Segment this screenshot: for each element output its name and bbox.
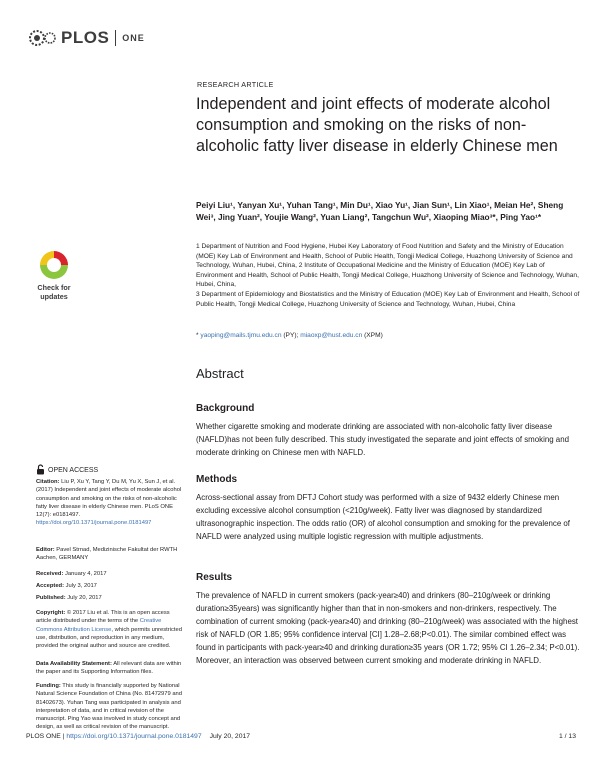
results-heading: Results (196, 572, 233, 583)
accepted-label: Accepted: (36, 583, 65, 589)
published-block (36, 594, 186, 602)
citation-block (36, 478, 186, 528)
email-link-xpm[interactable]: miaoxp@hust.edu.cn (300, 332, 363, 339)
methods-heading: Methods (196, 474, 238, 485)
corr-who1: (PY); (281, 332, 301, 339)
footer-date: July 20, 2017 (209, 733, 251, 740)
published-text: July 20, 2017 (65, 595, 102, 601)
check-for-updates-badge[interactable] (30, 249, 78, 303)
copyright-text-2: , which permits unrestricted use, distribution, and reproduction in any medium, provided the original author and source are credited. (36, 626, 182, 650)
received-text: January 4, 2017 (63, 571, 107, 577)
cc-license-link[interactable]: Creative Commons Attribution License (36, 618, 162, 633)
corr-who2: (XPM) (362, 332, 383, 339)
logo-divider (115, 30, 116, 46)
funding-block (36, 682, 186, 732)
copyright-label: Copyright: (36, 610, 66, 616)
footer-sep: | (60, 733, 67, 740)
correspondence (196, 332, 576, 339)
footer-doi-link[interactable]: https://doi.org/10.1371/journal.pone.0181497 (66, 733, 202, 740)
plos-logo-icon (28, 29, 58, 47)
open-lock-icon (36, 464, 48, 477)
data-availability-block (36, 660, 186, 677)
open-access-text: OPEN ACCESS (48, 467, 99, 474)
author-list: Peiyi Liu¹, Yanyan Xu¹, Yuhan Tang¹, Min Du¹, Xiao Yu¹, Jian Sun¹, Lin Xiao¹, Meian He², Sheng Wei³, Jing Yuan², Youjie Wang², Yuan Liang², Tangchun Wu², Xiaoping Miao³*, Ping Yao¹* (196, 200, 564, 222)
page-number: 1 / 13 (558, 733, 576, 740)
received-block (36, 570, 186, 578)
background-heading: Background (196, 403, 255, 414)
copyright-block (36, 609, 186, 650)
email-link-py[interactable]: yaoping@mails.tjmu.edu.cn (200, 332, 282, 339)
methods-text: Across-sectional assay from DFTJ Cohort study was performed with a size of 9432 elderly Chinese men excluding excessive alcohol consumption (<210g/week). Fatty liver was diagnosed by standardized ultrasonographic inspection. The odds ratio (OR) of alcohol consumption and smoking for the prevalence of NAFLD were analyzed using multiple logistic regression with multiple adjustments. (196, 493, 570, 541)
page-footer (26, 733, 576, 740)
corr-star: * (196, 332, 201, 339)
published-label: Published: (36, 595, 66, 601)
received-label: Received: (36, 571, 64, 577)
article-type: RESEARCH ARTICLE (197, 80, 274, 89)
citation-text: Liu P, Xu Y, Tang Y, Du M, Yu X, Sun J, et al. (2017) Independent and joint effects of moderate alcohol consumption and smoking on the risks of non-alcoholic fatty liver disease in elderly Chinese men. PLoS ONE 12(7): e0181497. (36, 479, 182, 519)
copyright-text-1: © 2017 Liu et al. This is an open access article distributed under the terms of the (36, 610, 170, 625)
funding-label: Funding: (36, 683, 61, 689)
plos-logo[interactable] (28, 27, 145, 49)
results-text: The prevalence of NAFLD in current smokers (pack-year≥40) and drinkers (80–210g/week or drinking duration≥35years) was significantly higher than that in non-smokers and non-drinkers, respectively. The combination of current smoking (pack-year≥40) and drinking (80–210g/week) was associated with the highest risk of NAFLD (OR 1.85; 95% confidence interval [CI] 1.28–2.68;P<0.01). The similar combined effect was found in participants with pack-year≥40 and drinking duration≥35 years (OR 1.72; 95% CI 1.26–2.34; P<0.01). Moreover, an interaction was observed between current smoking and moderate drinking in NAFLD. (196, 591, 580, 665)
affiliation-3: 3 Department of Epidemiology and Biostatistics and the Ministry of Education (MOE) Key Lab of Environment and Health, School of Public Health, Tongji Medical College, Huazhong University of Science and Technology, Wuhan, Hubei, China (196, 290, 580, 308)
article-title: Independent and joint effects of moderate alcohol consumption and smoking on the risks of non-alcoholic fatty liver disease in elderly Chinese men (196, 95, 558, 155)
citation-label: Citation: (36, 479, 60, 485)
abstract-heading: Abstract (196, 366, 244, 381)
affiliations (196, 242, 581, 309)
accepted-text: July 3, 2017 (64, 583, 97, 589)
open-access-label (36, 464, 98, 477)
badge-line2: updates (40, 292, 68, 301)
editor-text: Pavel Strnad, Medizinische Fakultat der RWTH Aachen, GERMANY (36, 547, 178, 562)
logo-text: PLOS (61, 28, 110, 47)
data-availability-label: Data Availability Statement: (36, 661, 112, 667)
citation-doi-link[interactable]: https://doi.org/10.1371/journal.pone.0181497 (36, 520, 152, 527)
footer-journal: PLOS ONE (26, 733, 61, 740)
logo-journal: ONE (122, 33, 145, 43)
data-availability-text: All relevant data are within the paper and its Supporting Information files. (36, 661, 182, 676)
background-text: Whether cigarette smoking and moderate drinking are associated with non-alcoholic fatty liver disease (NAFLD)has not been fully described. This study investigated the separate and joint effects of smoking and moderate drinking on Chinese men with NAFLD. (196, 422, 569, 457)
funding-text: This study is financially supported by National Natural Science Foundation of China (No. 81472979 and 81402673). Yuhan Tang was participated in analysis and interpretation of data, and in critical revision of the manuscript. Ping Yao was involved in study concept and design, as well as critical revision of the manuscript. (36, 683, 182, 731)
check-for-updates-icon (30, 249, 78, 303)
accepted-block (36, 582, 186, 590)
editor-label: Editor: (36, 547, 55, 553)
badge-line1: Check for (37, 283, 71, 292)
editor-block (36, 546, 186, 563)
affiliation-1-2: 1 Department of Nutrition and Food Hygiene, Hubei Key Laboratory of Food Nutrition and Safety and the Ministry of Education (MOE) Key Lab of Environment and Health, School of Public Health, Tongji Medical College, Huazhong University of Science and Technology, Wuhan, Hubei, China, 2 Institute of Occupational Medicine and the Ministry of Education (MOE) Key Lab of Environment and Health, School of Public Health, Tongji Medical College, Huazhong University of Science and Technology, Wuhan, Hubei, China, (196, 243, 579, 289)
